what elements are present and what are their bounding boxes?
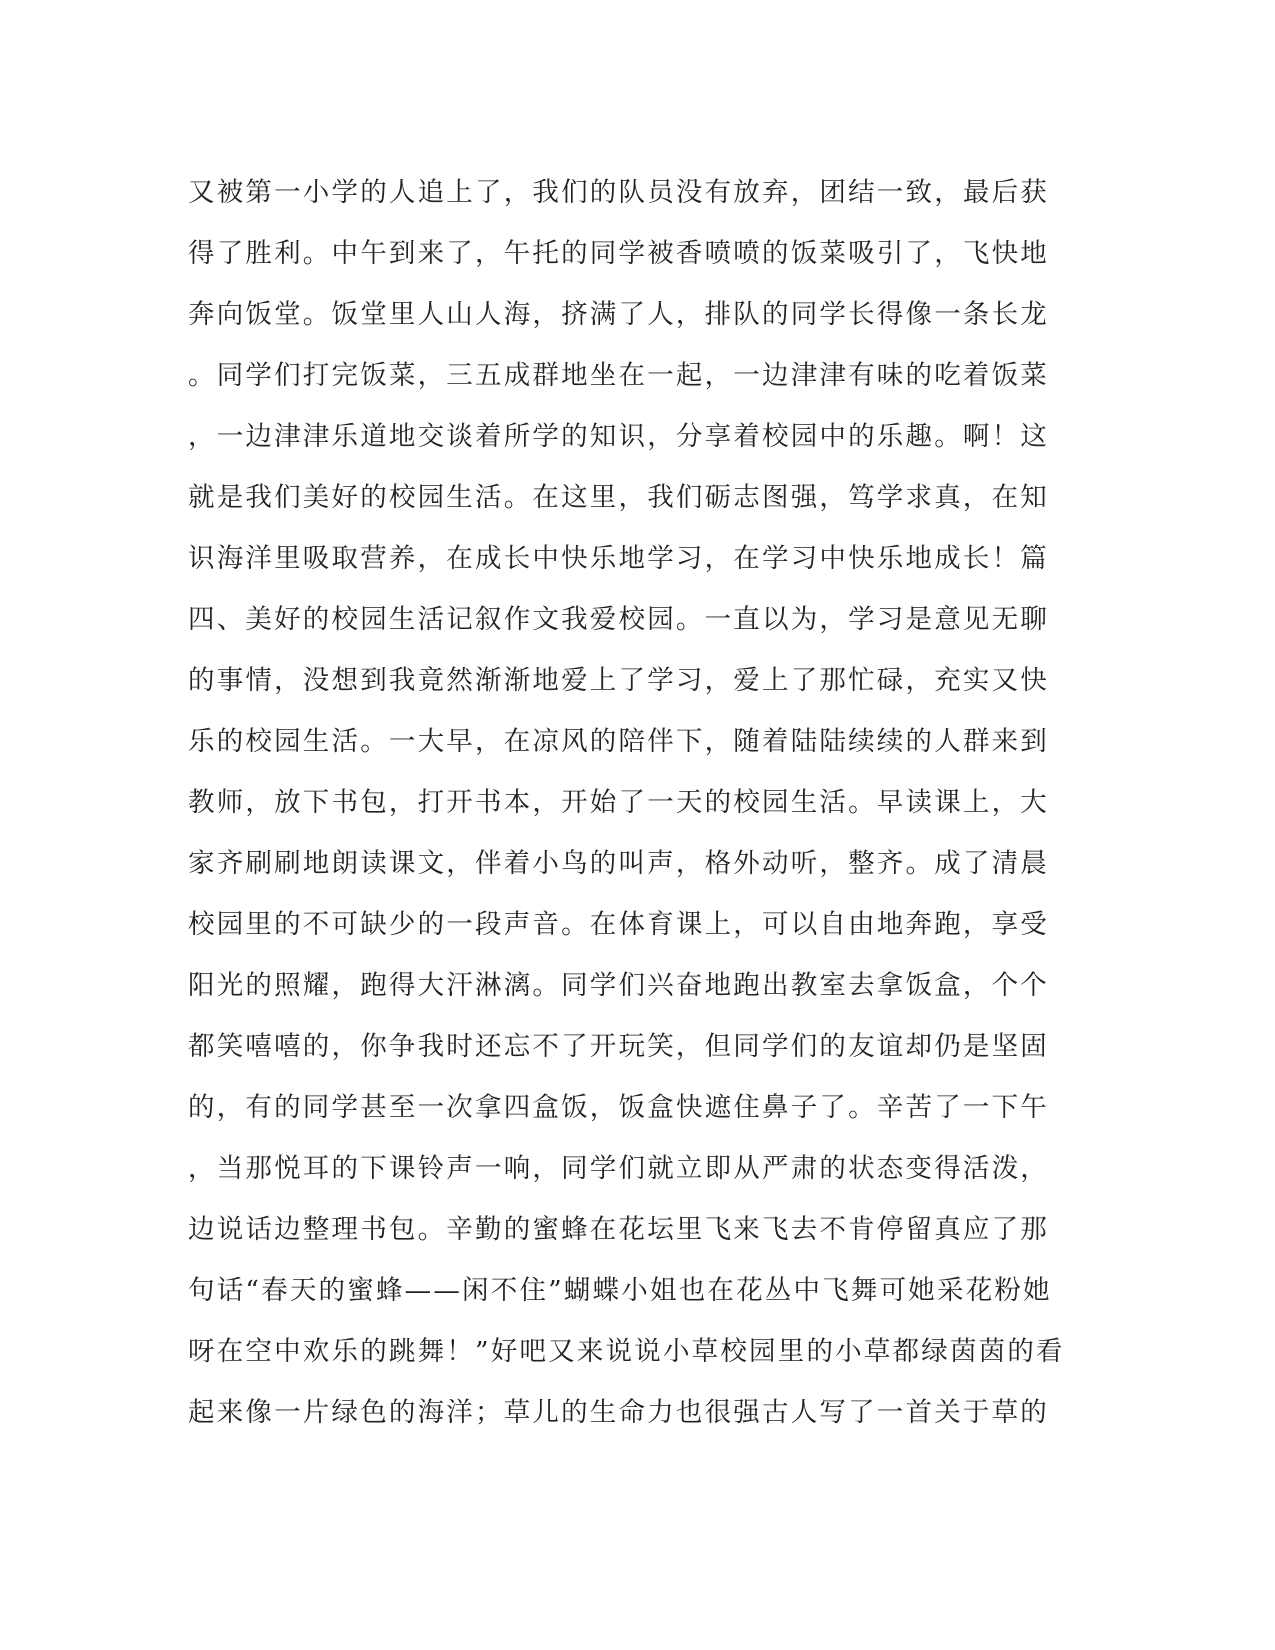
text-line: 起来像一片绿色的海洋；草儿的生命力也很强古人写了一首关于草的 xyxy=(188,1397,1049,1428)
text-line: 四、美好的校园生活记叙作文我爱校园。一直以为，学习是意见无聊 xyxy=(188,604,1049,635)
text-line: 阳光的照耀，跑得大汗淋漓。同学们兴奋地跑出教室去拿饭盒，个个 xyxy=(188,970,1049,1001)
text-line: 就是我们美好的校园生活。在这里，我们砺志图强，笃学求真，在知 xyxy=(188,482,1049,513)
text-line: 都笑嘻嘻的，你争我时还忘不了开玩笑，但同学们的友谊却仍是坚固 xyxy=(188,1031,1049,1062)
text-line: 又被第一小学的人追上了，我们的队员没有放弃，团结一致，最后获 xyxy=(188,177,1049,208)
text-line: 。同学们打完饭菜，三五成群地坐在一起，一边津津有味的吃着饭菜 xyxy=(188,360,1049,391)
text-line: ，当那悦耳的下课铃声一响，同学们就立即从严肃的状态变得活泼， xyxy=(188,1153,1049,1184)
text-line: 识海洋里吸取营养，在成长中快乐地学习，在学习中快乐地成长！篇 xyxy=(188,543,1049,574)
text-line: 家齐刷刷地朗读课文，伴着小鸟的叫声，格外动听，整齐。成了清晨 xyxy=(188,848,1049,879)
text-line: 呀在空中欢乐的跳舞！”好吧又来说说小草校园里的小草都绿茵茵的看 xyxy=(188,1336,1065,1367)
body-text xyxy=(188,162,1088,1443)
text-line: 奔向饭堂。饭堂里人山人海，挤满了人，排队的同学长得像一条长龙 xyxy=(188,299,1049,330)
text-line: 边说话边整理书包。辛勤的蜜蜂在花坛里飞来飞去不肯停留真应了那 xyxy=(188,1214,1049,1245)
text-line: 的，有的同学甚至一次拿四盒饭，饭盒快遮住鼻子了。辛苦了一下午 xyxy=(188,1092,1049,1123)
text-line: 教师，放下书包，打开书本，开始了一天的校园生活。早读课上，大 xyxy=(188,787,1049,818)
text-line: 得了胜利。中午到来了，午托的同学被香喷喷的饭菜吸引了，飞快地 xyxy=(188,238,1049,269)
text-line: 校园里的不可缺少的一段声音。在体育课上，可以自由地奔跑，享受 xyxy=(188,909,1049,940)
text-line: ，一边津津乐道地交谈着所学的知识，分享着校园中的乐趣。啊！这 xyxy=(188,421,1049,452)
text-line: 的事情，没想到我竟然渐渐地爱上了学习，爱上了那忙碌，充实又快 xyxy=(188,665,1049,696)
text-line: 乐的校园生活。一大早，在凉风的陪伴下，随着陆陆续续的人群来到 xyxy=(188,726,1049,757)
text-line: 句话“春天的蜜蜂——闲不住”蝴蝶小姐也在花丛中飞舞可她采花粉她 xyxy=(188,1275,1052,1306)
